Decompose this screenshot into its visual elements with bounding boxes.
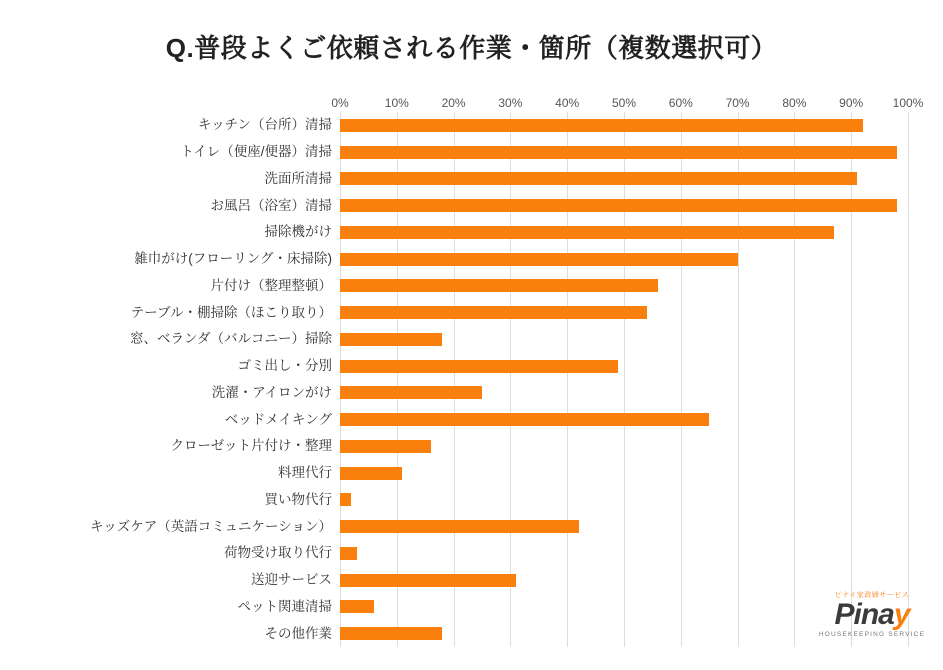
x-axis-tick-labels (331, 96, 924, 112)
bar (340, 574, 516, 587)
bar (340, 520, 579, 533)
x-axis-tick-label: 60% (668, 96, 693, 110)
bar (340, 493, 351, 506)
bar (340, 600, 374, 613)
category-label: テーブル・棚掃除（ほこり取り） (130, 304, 332, 320)
gridline (794, 112, 795, 647)
category-label: 雑巾がけ(フローリング・床掃除) (134, 251, 332, 267)
gridline (738, 112, 739, 647)
x-axis-tick-label: 50% (611, 96, 637, 110)
category-label: その他作業 (264, 625, 332, 641)
gridline (624, 112, 625, 647)
bar (340, 360, 618, 373)
logo-tagline-bottom: HOUSEKEEPING SERVICE (818, 631, 926, 638)
category-label: 片付け（整理整頓） (210, 277, 332, 293)
x-axis-tick-label: 0% (331, 96, 349, 110)
bar (340, 386, 482, 399)
y-axis-category-labels (0, 112, 332, 647)
logo-wordmark-part2: y (893, 598, 910, 631)
category-label: トイレ（便座/便器）清掃 (180, 144, 332, 160)
gridline (567, 112, 568, 647)
category-label: 料理代行 (278, 465, 332, 481)
category-label: 買い物代行 (264, 491, 332, 507)
bar (340, 172, 857, 185)
category-label: 洗面所清掃 (264, 170, 332, 186)
category-label: クローゼット片付け・整理 (170, 438, 332, 454)
bar (340, 440, 431, 453)
x-axis-tick-label: 70% (725, 96, 750, 110)
bar (340, 279, 658, 292)
bar (340, 146, 897, 159)
category-label: キッチン（台所）清掃 (197, 117, 332, 133)
gridline (908, 112, 909, 647)
bar (340, 547, 357, 560)
x-axis-tick-label: 100% (892, 96, 924, 110)
category-label: 掃除機がけ (264, 224, 332, 240)
logo-wordmark (816, 600, 928, 630)
bar (340, 226, 834, 239)
x-axis-tick-label: 90% (839, 96, 864, 110)
category-label: 送迎サービス (251, 572, 332, 588)
bar (340, 627, 442, 640)
gridline (510, 112, 511, 647)
category-label: 窓、ベランダ（バルコニー）掃除 (130, 331, 332, 347)
x-axis-tick-label: 80% (782, 96, 807, 110)
gridline (454, 112, 455, 647)
x-axis-tick-label: 40% (555, 96, 580, 110)
gridline (681, 112, 682, 647)
category-label: 洗濯・アイロンがけ (211, 384, 332, 400)
bar (340, 413, 709, 426)
plot-area (340, 112, 908, 647)
gridline (340, 112, 341, 647)
pinay-logo (816, 592, 928, 646)
logo-tagline-top: ピナイ家政婦サービス (834, 592, 910, 599)
category-label: 荷物受け取り代行 (224, 545, 332, 561)
bar (340, 199, 897, 212)
gridline (397, 112, 398, 647)
category-label: ゴミ出し・分別 (237, 358, 332, 374)
category-label: キッズケア（英語コミュニケーション） (90, 518, 332, 534)
x-axis-tick-label: 10% (384, 96, 409, 110)
bar (340, 306, 647, 319)
logo-wordmark-part1: Pina (834, 598, 894, 631)
bar (340, 467, 402, 480)
category-label: お風呂（浴室）清掃 (210, 197, 332, 213)
gridline (851, 112, 852, 647)
bar (340, 333, 442, 346)
bar (340, 119, 863, 132)
category-label: ペット関連清掃 (237, 598, 332, 614)
x-axis-tick-label: 30% (498, 96, 523, 110)
x-axis-tick-label: 20% (441, 96, 466, 110)
chart-title: Q.普段よくご依頼される作業・箇所（複数選択可） (165, 33, 778, 63)
category-label: ベッドメイキング (224, 411, 332, 427)
bar (340, 253, 738, 266)
